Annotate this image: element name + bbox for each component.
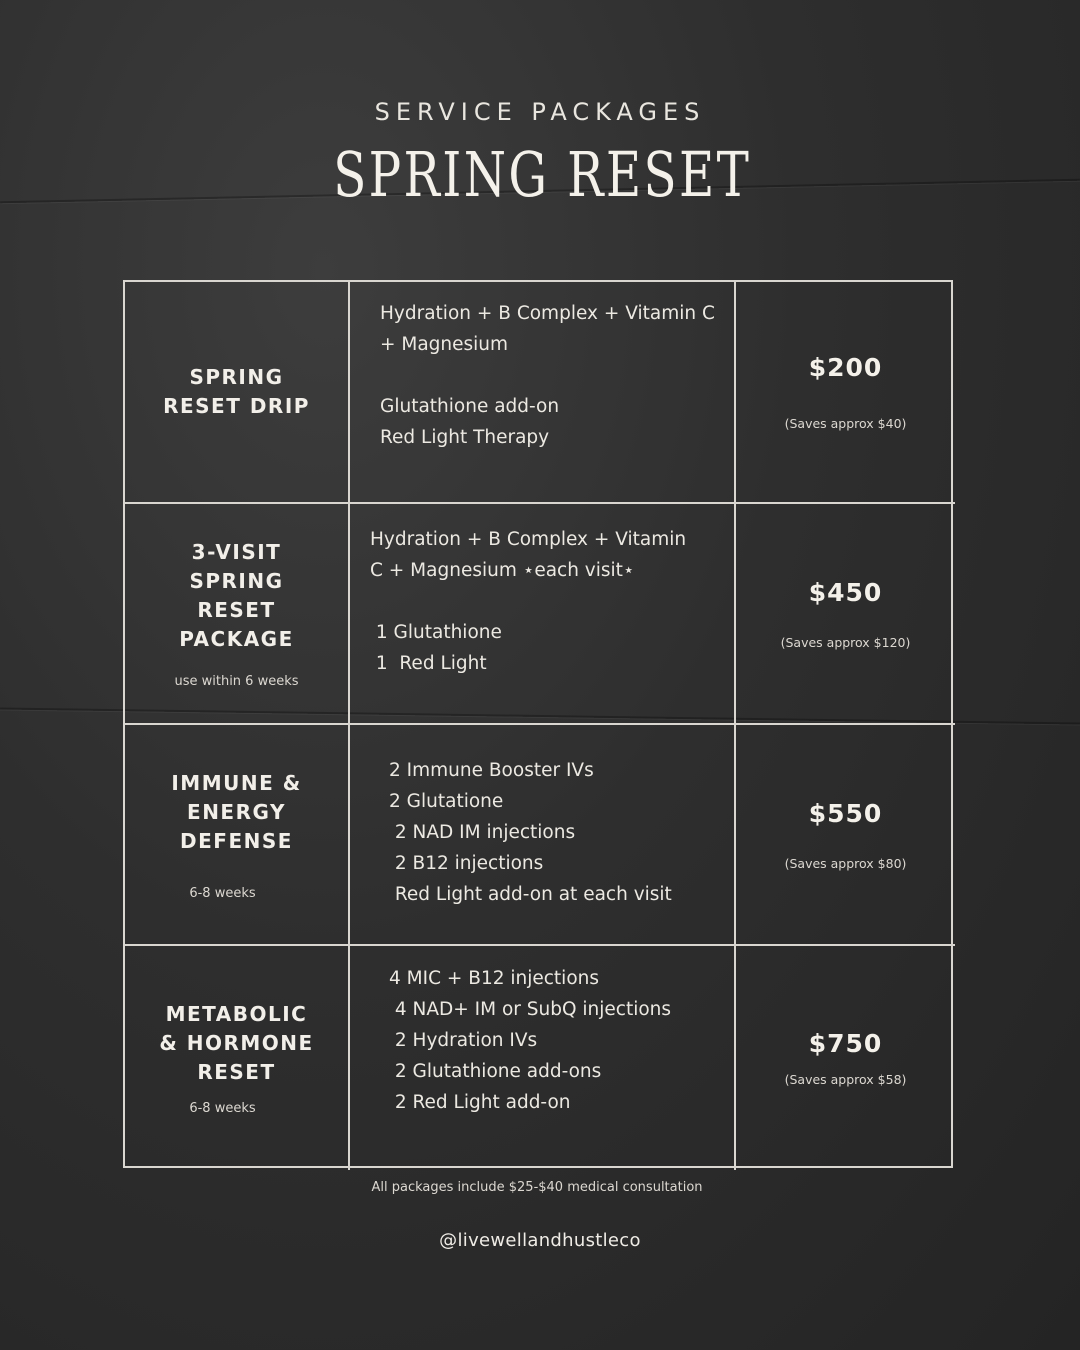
package-price: $450 <box>808 577 883 607</box>
package-savings: (Saves approx $80) <box>784 855 907 871</box>
package-price: $550 <box>808 798 883 828</box>
package-name: IMMUNE & ENERGY DEFENSE <box>171 770 302 853</box>
package-name: SPRING RESET DRIP <box>163 365 310 418</box>
package-item: 1 Glutathione <box>370 622 502 643</box>
package-name: METABOLIC & HORMONE RESET <box>159 1002 314 1084</box>
package-item: 2 B12 injections <box>389 853 544 874</box>
package-name-cell <box>125 282 350 504</box>
package-name-cell <box>125 504 350 725</box>
package-item: 2 Red Light add-on <box>389 1092 571 1113</box>
package-item: 2 Glutatione <box>389 791 504 812</box>
package-price: $750 <box>808 1029 883 1058</box>
package-name: 3-VISIT SPRING RESET PACKAGE <box>179 540 294 651</box>
package-savings: (Saves approx $120) <box>780 634 911 650</box>
package-duration-note: 6-8 weeks <box>189 885 256 901</box>
package-price-cell <box>736 725 955 946</box>
package-price-cell <box>736 946 955 1170</box>
package-item: 4 NAD+ IM or SubQ injections <box>389 999 672 1020</box>
package-item: 2 Hydration IVs <box>389 1030 538 1051</box>
package-savings: (Saves approx $58) <box>784 1072 907 1087</box>
package-items-cell <box>350 282 736 504</box>
consultation-footnote: All packages include $25-$40 medical consultation <box>371 1180 703 1195</box>
section-eyebrow: SERVICE PACKAGES <box>374 98 706 126</box>
package-item: Hydration + B Complex + Vitamin C <box>380 303 715 324</box>
package-price: $200 <box>808 353 883 382</box>
package-duration-note: 6-8 weeks <box>189 1101 256 1116</box>
package-item: 1 Red Light <box>370 653 487 674</box>
package-name-cell <box>125 946 350 1170</box>
package-item: Red Light Therapy <box>380 427 550 448</box>
package-savings: (Saves approx $40) <box>784 416 907 431</box>
package-item: 4 MIC + B12 injections <box>389 968 599 989</box>
package-item: 2 Immune Booster IVs <box>389 760 594 781</box>
package-item: + Magnesium <box>380 334 509 355</box>
package-item: Red Light add-on at each visit <box>389 884 672 905</box>
package-price-cell <box>736 282 955 504</box>
package-items-cell <box>350 725 736 946</box>
package-duration-note: use within 6 weeks <box>174 674 299 689</box>
page-title: SPRING RESET <box>333 138 752 211</box>
package-item: 2 Glutathione add-ons <box>389 1061 602 1082</box>
package-item: Glutathione add-on <box>380 396 560 417</box>
package-item: 2 NAD IM injections <box>389 822 576 843</box>
package-item: Hydration + B Complex + Vitamin <box>370 529 687 550</box>
packages-table <box>123 280 953 1168</box>
package-items-cell <box>350 504 736 725</box>
package-items-cell <box>350 946 736 1170</box>
package-item: C + Magnesium ⋆each visit⋆ <box>370 560 635 581</box>
package-name-cell <box>125 725 350 946</box>
package-price-cell <box>736 504 955 725</box>
social-handle: @livewellandhustleco <box>439 1230 641 1251</box>
